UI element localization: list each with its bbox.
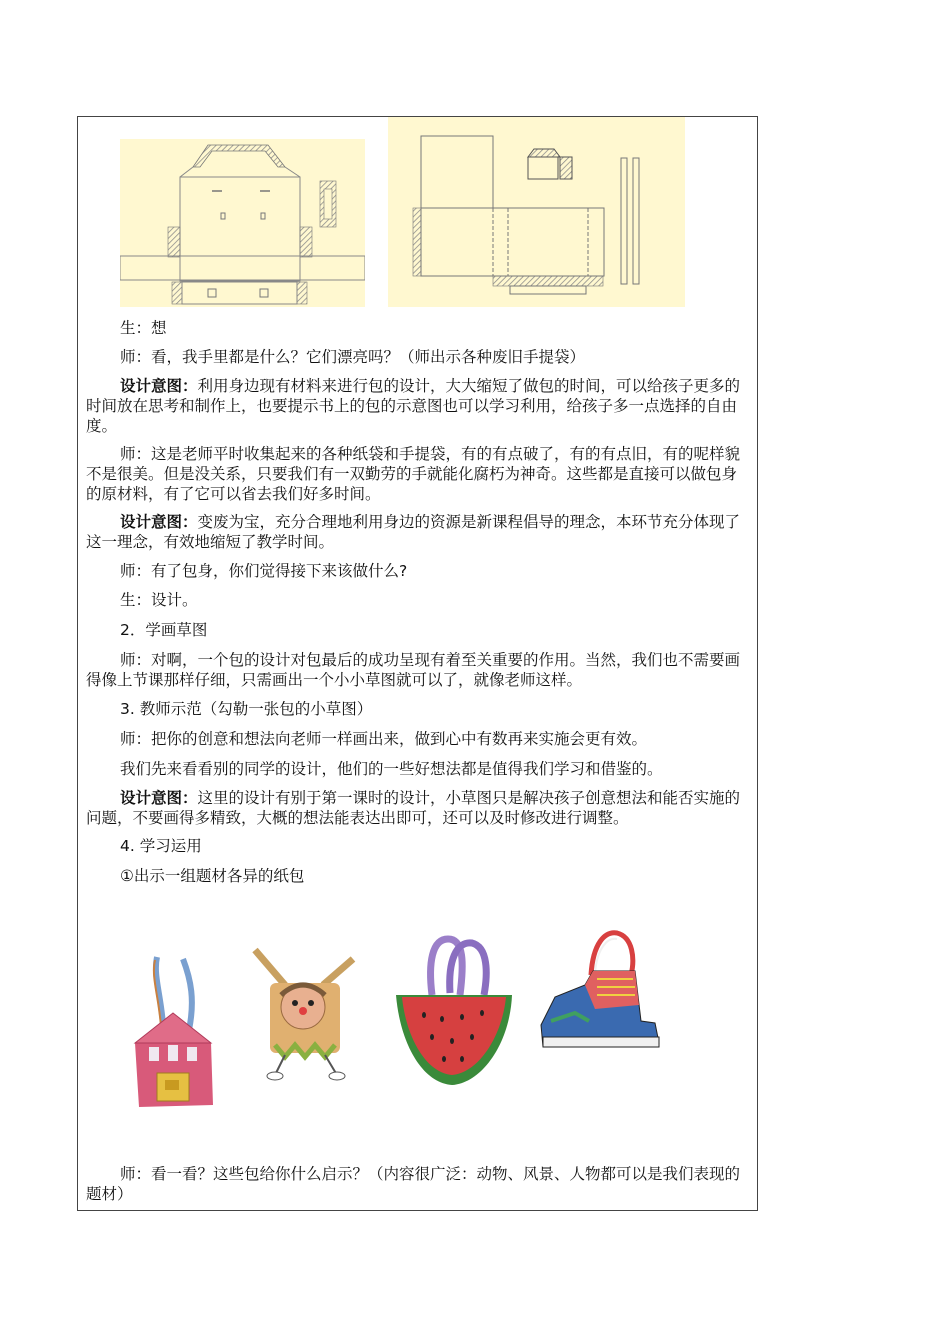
teacher-line-4: 师：对啊，一个包的设计对包最后的成功呈现有着至关重要的作用。当然，我们也不需要画得像上节课那样仔细，只需画出一个小小草图就可以了，就像老师这样。 [86, 651, 741, 689]
design-intent-1: 设计意图：利用身边现有材料来进行包的设计，大大缩短了做包的时间，可以给孩子更多的时间放在思考和制作上，也要提示书上的包的示意图也可以学习利用，给孩子多一点选择的自由度。 [86, 377, 741, 435]
section-4-heading: 4. 学习运用 [120, 837, 202, 855]
transition-line: 我们先来看看别的同学的设计，他们的一些好想法都是值得我们学习和借鉴的。 [120, 760, 663, 778]
design-intent-label: 设计意图： [120, 513, 198, 531]
sneaker-bag-image [535, 925, 665, 1065]
teacher-line-final: 师：看一看？这些包给你什么启示？（内容很广泛：动物、风景、人物都可以是我们表现的题材） [86, 1165, 741, 1203]
teacher-line-5: 师：把你的创意和想法向老师一样画出来，做到心中有数再来实施会更有效。 [120, 730, 648, 748]
section-3-heading: 3. 教师示范（勾勒一张包的小草图） [120, 700, 373, 718]
design-intent-2: 设计意图：变废为宝，充分合理地利用身边的资源是新课程倡导的理念，本环节充分体现了这一理念，有效地缩短了教学时间。 [86, 513, 741, 551]
design-intent-label: 设计意图： [120, 789, 198, 807]
house-bag-image [125, 955, 220, 1110]
subsection-heading: ①出示一组题材各异的纸包 [120, 867, 305, 885]
watermelon-bag-image [392, 933, 517, 1088]
design-intent-3: 设计意图：这里的设计有别于第一课时的设计，小草图只是解决孩子创意想法和能否实施的问题，不要画得多精致，大概的想法能表达出即可，还可以及时修改进行调整。 [86, 789, 741, 827]
bag-net-diagram-left [120, 139, 365, 307]
student-line-2: 生：设计。 [120, 591, 198, 609]
teacher-line-1: 师：看，我手里都是什么？它们漂亮吗？（师出示各种废旧手提袋） [120, 348, 586, 366]
bag-net-diagram-right [388, 117, 685, 307]
teacher-line-2: 师：这是老师平时收集起来的各种纸袋和手提袋，有的有点破了，有的有点旧，有的呢样貌不是很美。但是没关系，只要我们有一双勤劳的手就能化腐朽为神奇。这些都是直接可以做包身的原材料，有了它可以省去我们好多时间。 [86, 445, 741, 503]
design-intent-label: 设计意图： [120, 377, 198, 395]
student-line-1: 生：想 [120, 319, 167, 337]
teacher-line-3: 师：有了包身，你们觉得接下来该做什么? [120, 562, 408, 580]
creature-bag-image [245, 945, 360, 1085]
section-2-heading: 2．学画草图 [120, 621, 208, 639]
